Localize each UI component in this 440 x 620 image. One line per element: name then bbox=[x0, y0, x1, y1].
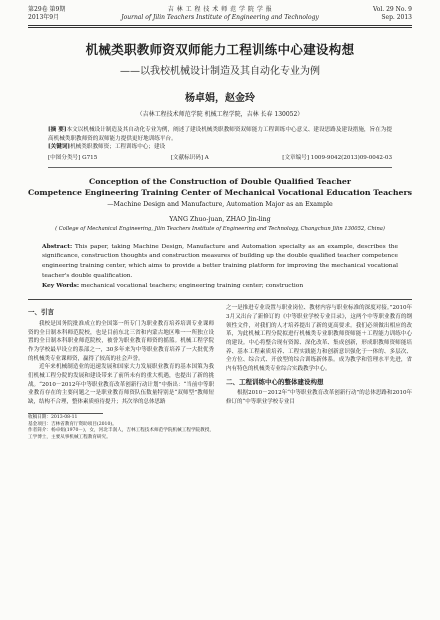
article-code: [文章编号] 1009-9042(2013)09-0042-03 bbox=[282, 154, 392, 161]
body-paragraph: 根据2010－2012年“中等职业教育改革创新行动”的总体思路和2010年修订的“中等职业学校专业目 bbox=[226, 390, 412, 406]
keywords-cn-label: [关键词] bbox=[48, 144, 71, 151]
header-rule bbox=[28, 25, 412, 26]
header-rule-thin bbox=[28, 27, 412, 28]
authors-en: YANG Zhuo-juan, ZHAO Jin-ling bbox=[169, 215, 271, 223]
paper-title-cn: 机械类职教师资双师能力工程训练中心建设构想 bbox=[85, 42, 355, 57]
date-en: Sep. 2013 bbox=[381, 14, 412, 21]
footnote-received: 收稿日期：2013-08-11 bbox=[28, 414, 78, 420]
issue-info-en bbox=[342, 6, 412, 22]
volume-en: Vol. 29 No. 9 bbox=[372, 6, 412, 13]
body-column-right bbox=[226, 304, 412, 442]
doc-code: [文献标识码] A bbox=[170, 154, 209, 161]
volume-cn: 第29卷 第9期 bbox=[28, 6, 66, 13]
section-heading-overall: 二、工程训练中心的整体建设构想 bbox=[226, 377, 324, 386]
keywords-en-text: mechanical vocational teachers; engineering training center; construction bbox=[80, 283, 304, 290]
paper-title-en-line2: Competence Engineering Training Center of Mechanical Vocational Education Teachers bbox=[28, 187, 413, 197]
journal-name-cn: 吉 林 工 程 技 术 师 范 学 院 学 报 bbox=[167, 6, 273, 13]
journal-header bbox=[28, 0, 412, 22]
abstract-en-text: This paper, taking Machine Design, Manufacture and Automation specialty as an example, describes the significance, construction thoughts and construction measures of building up the double qualified teacher competence engineering training center, which aims to provide a better training platform for improving the mechanical vocational teacher's double qualification. bbox=[42, 243, 398, 279]
authors-cn: 杨卓娟，赵金玲 bbox=[185, 93, 255, 104]
affiliation-en: ( College of Mechanical Engineering, Jilin Teachers Institute of Engineering and Technology, Changchun Jilin 130052, China) bbox=[55, 225, 385, 232]
keywords-en-label: Key Words: bbox=[42, 282, 79, 290]
journal-name-en: Journal of Jilin Teachers Institute of Engineering and Technology bbox=[121, 14, 319, 21]
abstract-en bbox=[42, 242, 398, 281]
body-column-left bbox=[28, 304, 214, 442]
body-paragraph: 我校是国务院批准成立的全国第一所专门为职业教育培养培训专业课师资的全日制本科师范院校，也是目前东北三省和内蒙古地区唯一一所独立设置的全日制本科职业师范院校，被誉为职业教育师资的摇篮。机械工程学院作为学校最早设立的系部之一，30多年来为中等职业教育培养了一大批优秀的机械类专业课师资，赢得了较高的社会声誉。 bbox=[28, 320, 214, 362]
footnote-bio: 作者简介：杨卓娟(1970－)，女，河北丰润人，吉林工程技术师范学院机械工程学院教授，工学博士，主要从事机械工程教育研究。 bbox=[28, 428, 214, 441]
abstract-cn-label: [摘 要] bbox=[48, 127, 67, 133]
body-separator bbox=[28, 299, 412, 300]
paper-subtitle-en: —Machine Design and Manufacture, Automation Major as an Example bbox=[107, 200, 333, 208]
footnote-fund: 基金项目：吉林省教育厅资助项目(2010)。 bbox=[28, 421, 117, 427]
body-columns bbox=[28, 304, 412, 442]
date-cn: 2013年9月 bbox=[28, 14, 60, 21]
issue-info bbox=[28, 6, 98, 22]
paper-title-en-line1: Conception of the Construction of Double Qualified Teacher bbox=[89, 176, 351, 186]
keywords-cn-text: 机械类职教师资；工程训练中心；建设 bbox=[70, 144, 166, 151]
abstract-cn-text: 本文以机械设计制造及其自动化专业为例，阐述了建设机械类职教师资双师能力工程训练中心意义、建设思路及建设措施，旨在为提高机械类职教师资的双师能力提供更好地训练平台。 bbox=[48, 127, 392, 142]
abstract-separator bbox=[48, 167, 392, 168]
keywords-en bbox=[42, 281, 398, 291]
affiliation-cn: （吉林工程技术师范学院 机械工程学院，吉林 长春 130052） bbox=[136, 111, 304, 118]
body-paragraph: 近年来机械制造业的迅速发展和国家大力发展职业教育的基本国策为我们机械工程分院的发展和建设带来了前所未有的重大机遇，也提出了新的挑战。“2010－2012年中等职业教育改革创新行动计划”中指出：“当前中等职业教育存在的主要问题之一是职业教育师资队伍数量特别是“双师型”教师短缺，结构不合理，整体素质亟待提升；其次举的总体思路 bbox=[28, 364, 214, 406]
paper-title-en bbox=[28, 176, 412, 198]
abstract-cn bbox=[48, 126, 392, 152]
journal-name bbox=[98, 6, 342, 22]
paper-subtitle-cn: ——以我校机械设计制造及其自动化专业为例 bbox=[120, 66, 320, 77]
footnote bbox=[28, 415, 214, 442]
footnote-rule bbox=[28, 413, 103, 414]
clc-code: [中图分类号] G715 bbox=[48, 154, 98, 161]
body-paragraph: 之一是推进专业设置与职业岗位、教材内容与职业标准的深度对接。”2010年3月又出台了新修订的《中等职业学校专业目录》，这两个中等职业教育的纲领性文件，对我们的人才培养提出了新的更高要求。我们必须做出相应的改革，为此机械工程分院拟进行机械类专业职教师资师能＋工程能力训练中心的建设。中心将整合现有资源、深化改革、集成创新，形成职教师资师能培养、基本工程素质培养、工程实践能力和创新意识强化于一体的、多层次、全方位、综合式、开放型的综合训练新体系。成为教学和管理水平先进，省内有特色的机械类专业综合实践教学中心。 bbox=[226, 305, 412, 373]
classification-codes bbox=[48, 153, 392, 161]
abstract-en-label: Abstract: bbox=[42, 242, 73, 250]
keywords-cn bbox=[48, 143, 392, 152]
section-heading-intro: 一、引言 bbox=[28, 308, 54, 317]
